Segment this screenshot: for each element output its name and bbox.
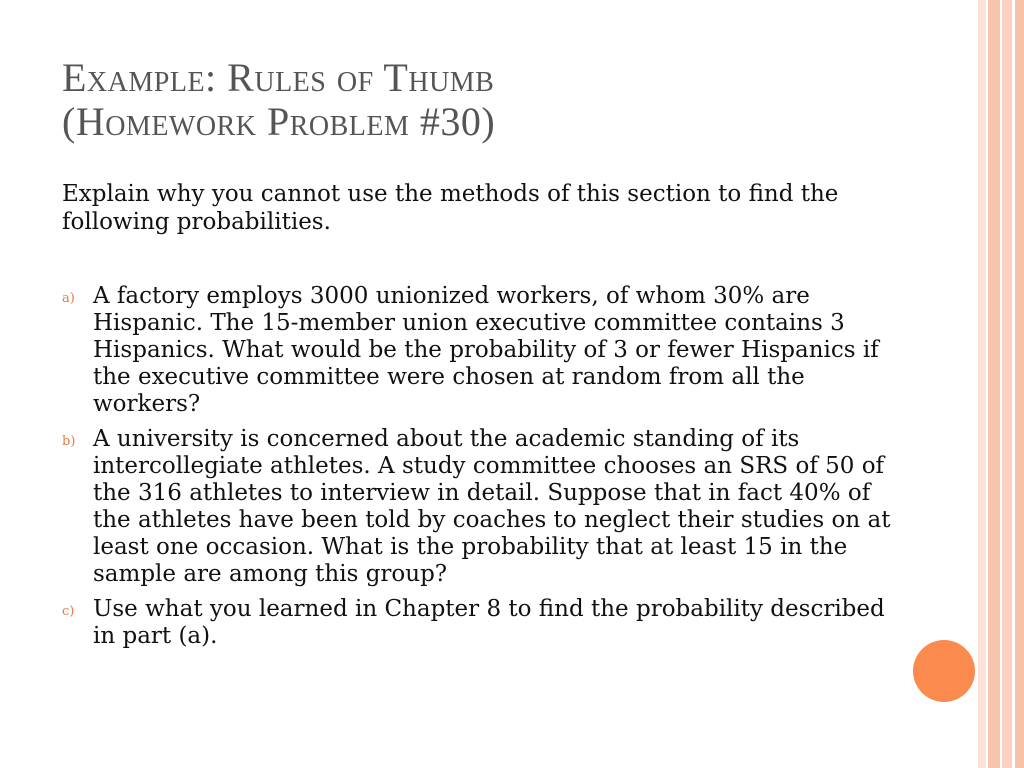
slide-title-line-1: Example: Rules of Thumb [62, 55, 495, 100]
stripe [1002, 0, 1012, 768]
problem-list [62, 283, 892, 658]
list-marker: b) [62, 434, 76, 449]
list-item-text: A university is concerned about the academic standing of its intercollegiate athletes. A study committee chooses an SRS of 50 of the 316 athletes to interview in detail. Suppose that in fact 40% of the athletes have been told by coaches to neglect their studies on at least one occasion. What is the probability that at least 15 in the sample are among this group? [93, 426, 891, 587]
list-marker: c) [62, 604, 75, 619]
slide-title-line-2: (Homework Problem #30) [62, 99, 496, 144]
intro-paragraph: Explain why you cannot use the methods of this section to find the following probabilities. [62, 181, 839, 235]
list-item-a [62, 283, 892, 418]
list-marker: a) [62, 291, 75, 306]
stripe [988, 0, 1000, 768]
list-item-c [62, 596, 892, 650]
list-item-text: A factory employs 3000 unionized workers, of whom 30% are Hispanic. The 15-member union executive committee contains 3 Hispanics. What would be the probability of 3 or fewer Hispanics if the executive committee were chosen at random from all the workers? [93, 283, 879, 417]
slide-title [62, 56, 902, 144]
decorative-orange-circle [913, 640, 975, 702]
list-item-b [62, 426, 892, 588]
decorative-side-stripes [978, 0, 1024, 768]
stripe [1015, 0, 1024, 768]
list-item-text: Use what you learned in Chapter 8 to find the probability described in part (a). [93, 596, 885, 649]
stripe [978, 0, 986, 768]
